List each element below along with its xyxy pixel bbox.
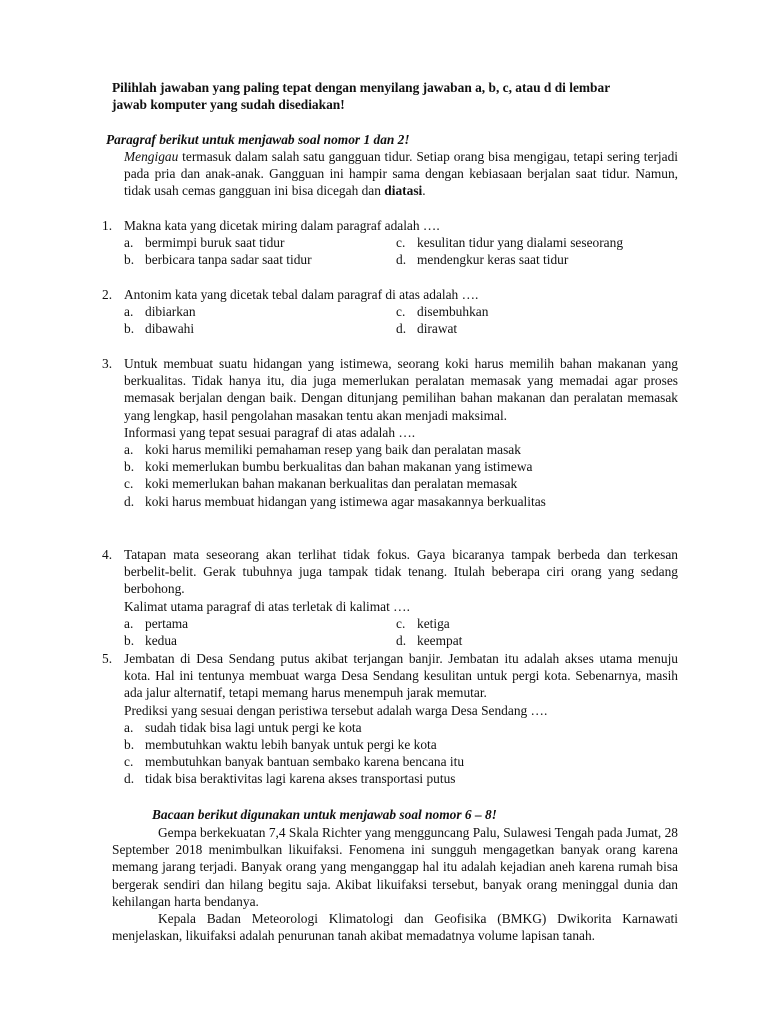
instruction-line-2: jawab komputer yang sudah disediakan! (112, 97, 345, 113)
question-1 (102, 217, 678, 269)
option-a: a. dibiarkan (124, 304, 196, 320)
question-number: 4. (102, 547, 113, 562)
section1-heading: Paragraf berikut untuk menjawab soal nomor 1 dan 2! (106, 132, 410, 147)
section1-paragraph (124, 148, 678, 200)
option-c: c. koki memerlukan bahan makanan berkualitas dan peralatan memasak (124, 476, 518, 492)
option-c: c. disembuhkan (396, 304, 489, 320)
option-d: d. dirawat (396, 321, 458, 337)
option-d: d. mendengkur keras saat tidur (396, 252, 569, 268)
option-c: c. kesulitan tidur yang dialami seseorang (396, 235, 624, 251)
paragraph-end: . (422, 183, 426, 199)
reading-paragraph-2: Kepala Badan Meteorologi Klimatologi dan Geofisika (BMKG) Dwikorita Karnawati menjelaskan, likuifaksi adalah penurunan tanah akibat memadatnya volume lapisan tanah. (112, 911, 678, 944)
question-prompt: Kalimat utama paragraf di atas terletak di kalimat …. (124, 598, 410, 614)
option-a: a. pertama (124, 615, 189, 631)
option-c: c. membutuhkan banyak bantuan sembako karena bencana itu (124, 754, 465, 770)
option-b: b. koki memerlukan bumbu berkualitas dan bahan makanan yang istimewa (124, 459, 533, 475)
option-a: a. koki harus memiliki pemahaman resep yang baik dan peralatan masak (124, 442, 521, 458)
option-b: b. dibawahi (124, 321, 195, 337)
instruction (112, 79, 680, 113)
question-4 (102, 546, 678, 649)
option-c: c. ketiga (396, 615, 450, 631)
question-prompt: Informasi yang tepat sesuai paragraf di atas adalah …. (124, 424, 416, 440)
question-prompt: Prediksi yang sesuai dengan peristiwa tersebut adalah warga Desa Sendang …. (124, 702, 548, 718)
italic-word: Mengigau (124, 149, 179, 164)
option-b: b. membutuhkan waktu lebih banyak untuk pergi ke kota (124, 737, 437, 753)
option-d: d. tidak bisa beraktivitas lagi karena akses transportasi putus (124, 771, 456, 787)
option-b: b. berbicara tanpa sadar saat tidur (124, 252, 312, 268)
question-stem: Antonim kata yang dicetak tebal dalam paragraf di atas adalah …. (124, 287, 479, 302)
question-number: 1. (102, 218, 113, 233)
question-stem: Tatapan mata seseorang akan terlihat tidak fokus. Gaya bicaranya tampak berbeda dan terkesan berbelit-belit. Gerak tubuhnya juga tampak tidak tenang. Itulah beberapa ciri orang yang sedang berbohong. (124, 547, 678, 597)
question-number: 5. (102, 651, 113, 666)
section2-heading: Bacaan berikut digunakan untuk menjawab soal nomor 6 – 8! (152, 807, 497, 822)
option-d: d. koki harus membuat hidangan yang istimewa agar masakannya berkualitas (124, 493, 546, 509)
question-3 (102, 355, 678, 510)
question-stem: Jembatan di Desa Sendang putus akibat terjangan banjir. Jembatan itu adalah akses utama menuju kota. Hal ini tentunya membuat warga Desa Sendang kesulitan untuk pergi kota. Sebenarnya, masih ada jalur alternatif, tetapi memang harus menempuh jarak memutar. (124, 651, 678, 701)
question-2 (102, 286, 678, 338)
option-a: a. sudah tidak bisa lagi untuk pergi ke kota (124, 719, 362, 735)
reading-paragraph-1: Gempa berkekuatan 7,4 Skala Richter yang mengguncang Palu, Sulawesi Tengah pada Jumat, 28 September 2018 menimbulkan likuifaksi. Fenomena ini sungguh mengagetkan banyak orang karena memang jarang terjadi. Banyak orang yang menganggap hal itu adalah kejadian aneh karena rumah bisa bergerak sendiri dan hilang begitu saja. Akibat likuifaksi tersebut, banyak orang meninggal dunia dan kehilangan harta bendanya. (112, 825, 678, 909)
question-stem: Untuk membuat suatu hidangan yang istimewa, seorang koki harus memilih bahan makanan yang berkualitas. Tidak hanya itu, dia juga memerlukan peralatan memasak yang memadai agar proses memasak berjalan dengan baik. Dengan ditunjang pemilihan bahan makanan dan peralatan memasak yang lengkap, hasil pengolahan masakan tentu akan menjadi maksimal. (124, 356, 678, 423)
paragraph-text: termasuk dalam salah satu gangguan tidur. Setiap orang bisa mengigau, tetapi sering terjadi pada pria dan anak-anak. Gangguan ini hampir sama dengan kebiasaan berjalan saat tidur. Namun, tidak usah cemas gangguan ini bisa dicegah dan (124, 149, 678, 199)
instruction-line-1: Pilihlah jawaban yang paling tepat dengan menyilang jawaban a, b, c, atau d di lembar (112, 80, 611, 95)
bold-word: diatasi (384, 183, 423, 199)
reading-passage (112, 824, 678, 944)
option-d: d. keempat (396, 633, 463, 649)
option-a: a. bermimpi buruk saat tidur (124, 235, 285, 251)
option-b: b. kedua (124, 633, 177, 649)
question-5 (102, 650, 678, 788)
question-number: 3. (102, 356, 113, 371)
question-stem: Makna kata yang dicetak miring dalam paragraf adalah …. (124, 218, 440, 233)
question-number: 2. (102, 287, 113, 302)
